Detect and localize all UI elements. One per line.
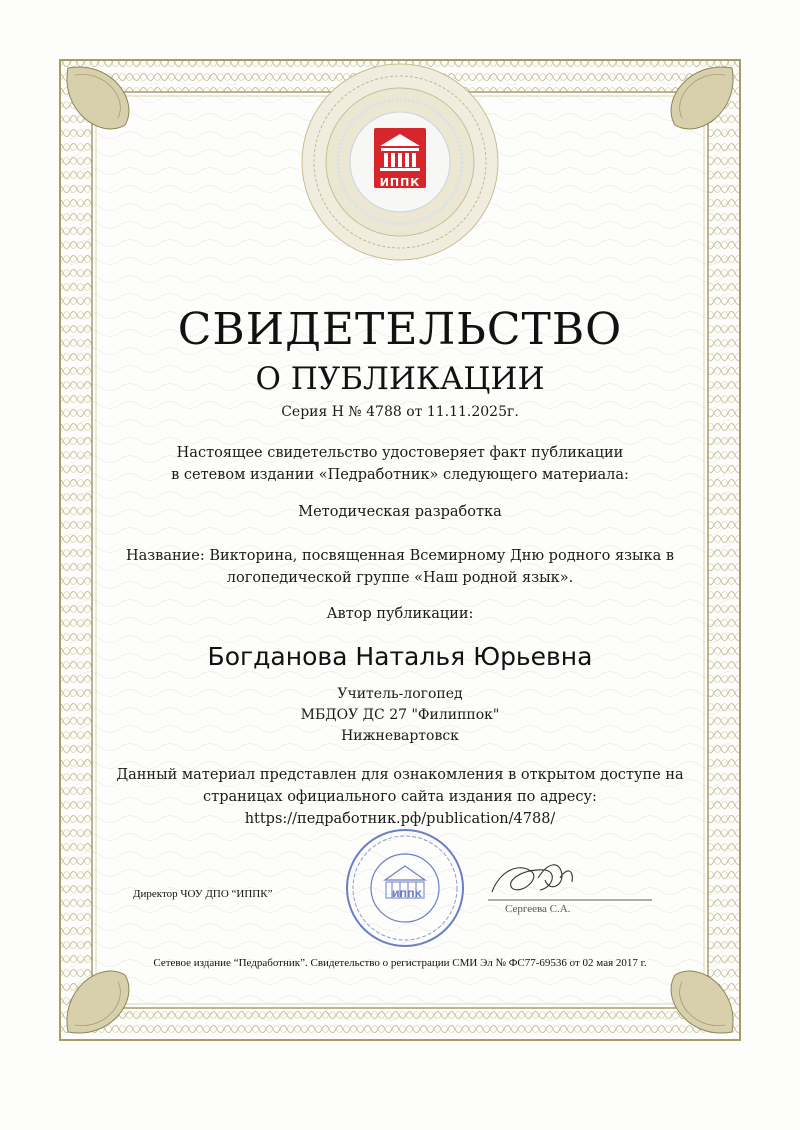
availability-line-2: страницах официального сайта издания по адресу: [203, 789, 597, 805]
certificate-title: СВИДЕТЕЛЬСТВО [177, 304, 623, 355]
availability-line-1: Данный материал представлен для ознакомления в открытом доступе на [116, 767, 684, 783]
author-organization: МБДОУ ДС 27 "Филиппок" [300, 707, 500, 723]
intro-text [100, 442, 700, 486]
intro-line-1: Настоящее свидетельство удостоверяет факт публикации [176, 445, 624, 461]
material-type: Методическая разработка [298, 504, 502, 520]
intro-line-2: в сетевом издании «Педработник» следующего материала: [171, 467, 629, 483]
material-title-line-1: Название: Викторина, посвященная Всемирному Дню родного языка в [125, 548, 675, 564]
material-title-line-2: логопедической группе «Наш родной язык». [226, 570, 574, 586]
availability-text [100, 764, 700, 830]
material-title [100, 545, 700, 589]
director-label: Директор ЧОУ ДПО “ИППК” [133, 888, 273, 900]
author-position: Учитель-логопед [337, 686, 463, 702]
signer-name: Сергеева С.А. [505, 903, 571, 915]
author-name: Богданова Наталья Юрьевна [207, 642, 593, 671]
author-details [100, 684, 700, 747]
certificate-subtitle: О ПУБЛИКАЦИИ [255, 361, 545, 397]
footer-registration: Сетевое издание “Педработник”. Свидетельство о регистрации СМИ Эл № ФС77-69536 от 02 мая 2017 г. [153, 957, 647, 969]
publication-url: https://педработник.рф/publication/4788/ [244, 811, 556, 827]
logo-label: ИППК [379, 176, 421, 189]
author-label: Автор публикации: [326, 606, 474, 622]
author-city: Нижневартовск [341, 728, 459, 744]
stamp-label: ИППК [392, 890, 422, 900]
series-number: Серия Н № 4788 от 11.11.2025г. [281, 404, 519, 420]
